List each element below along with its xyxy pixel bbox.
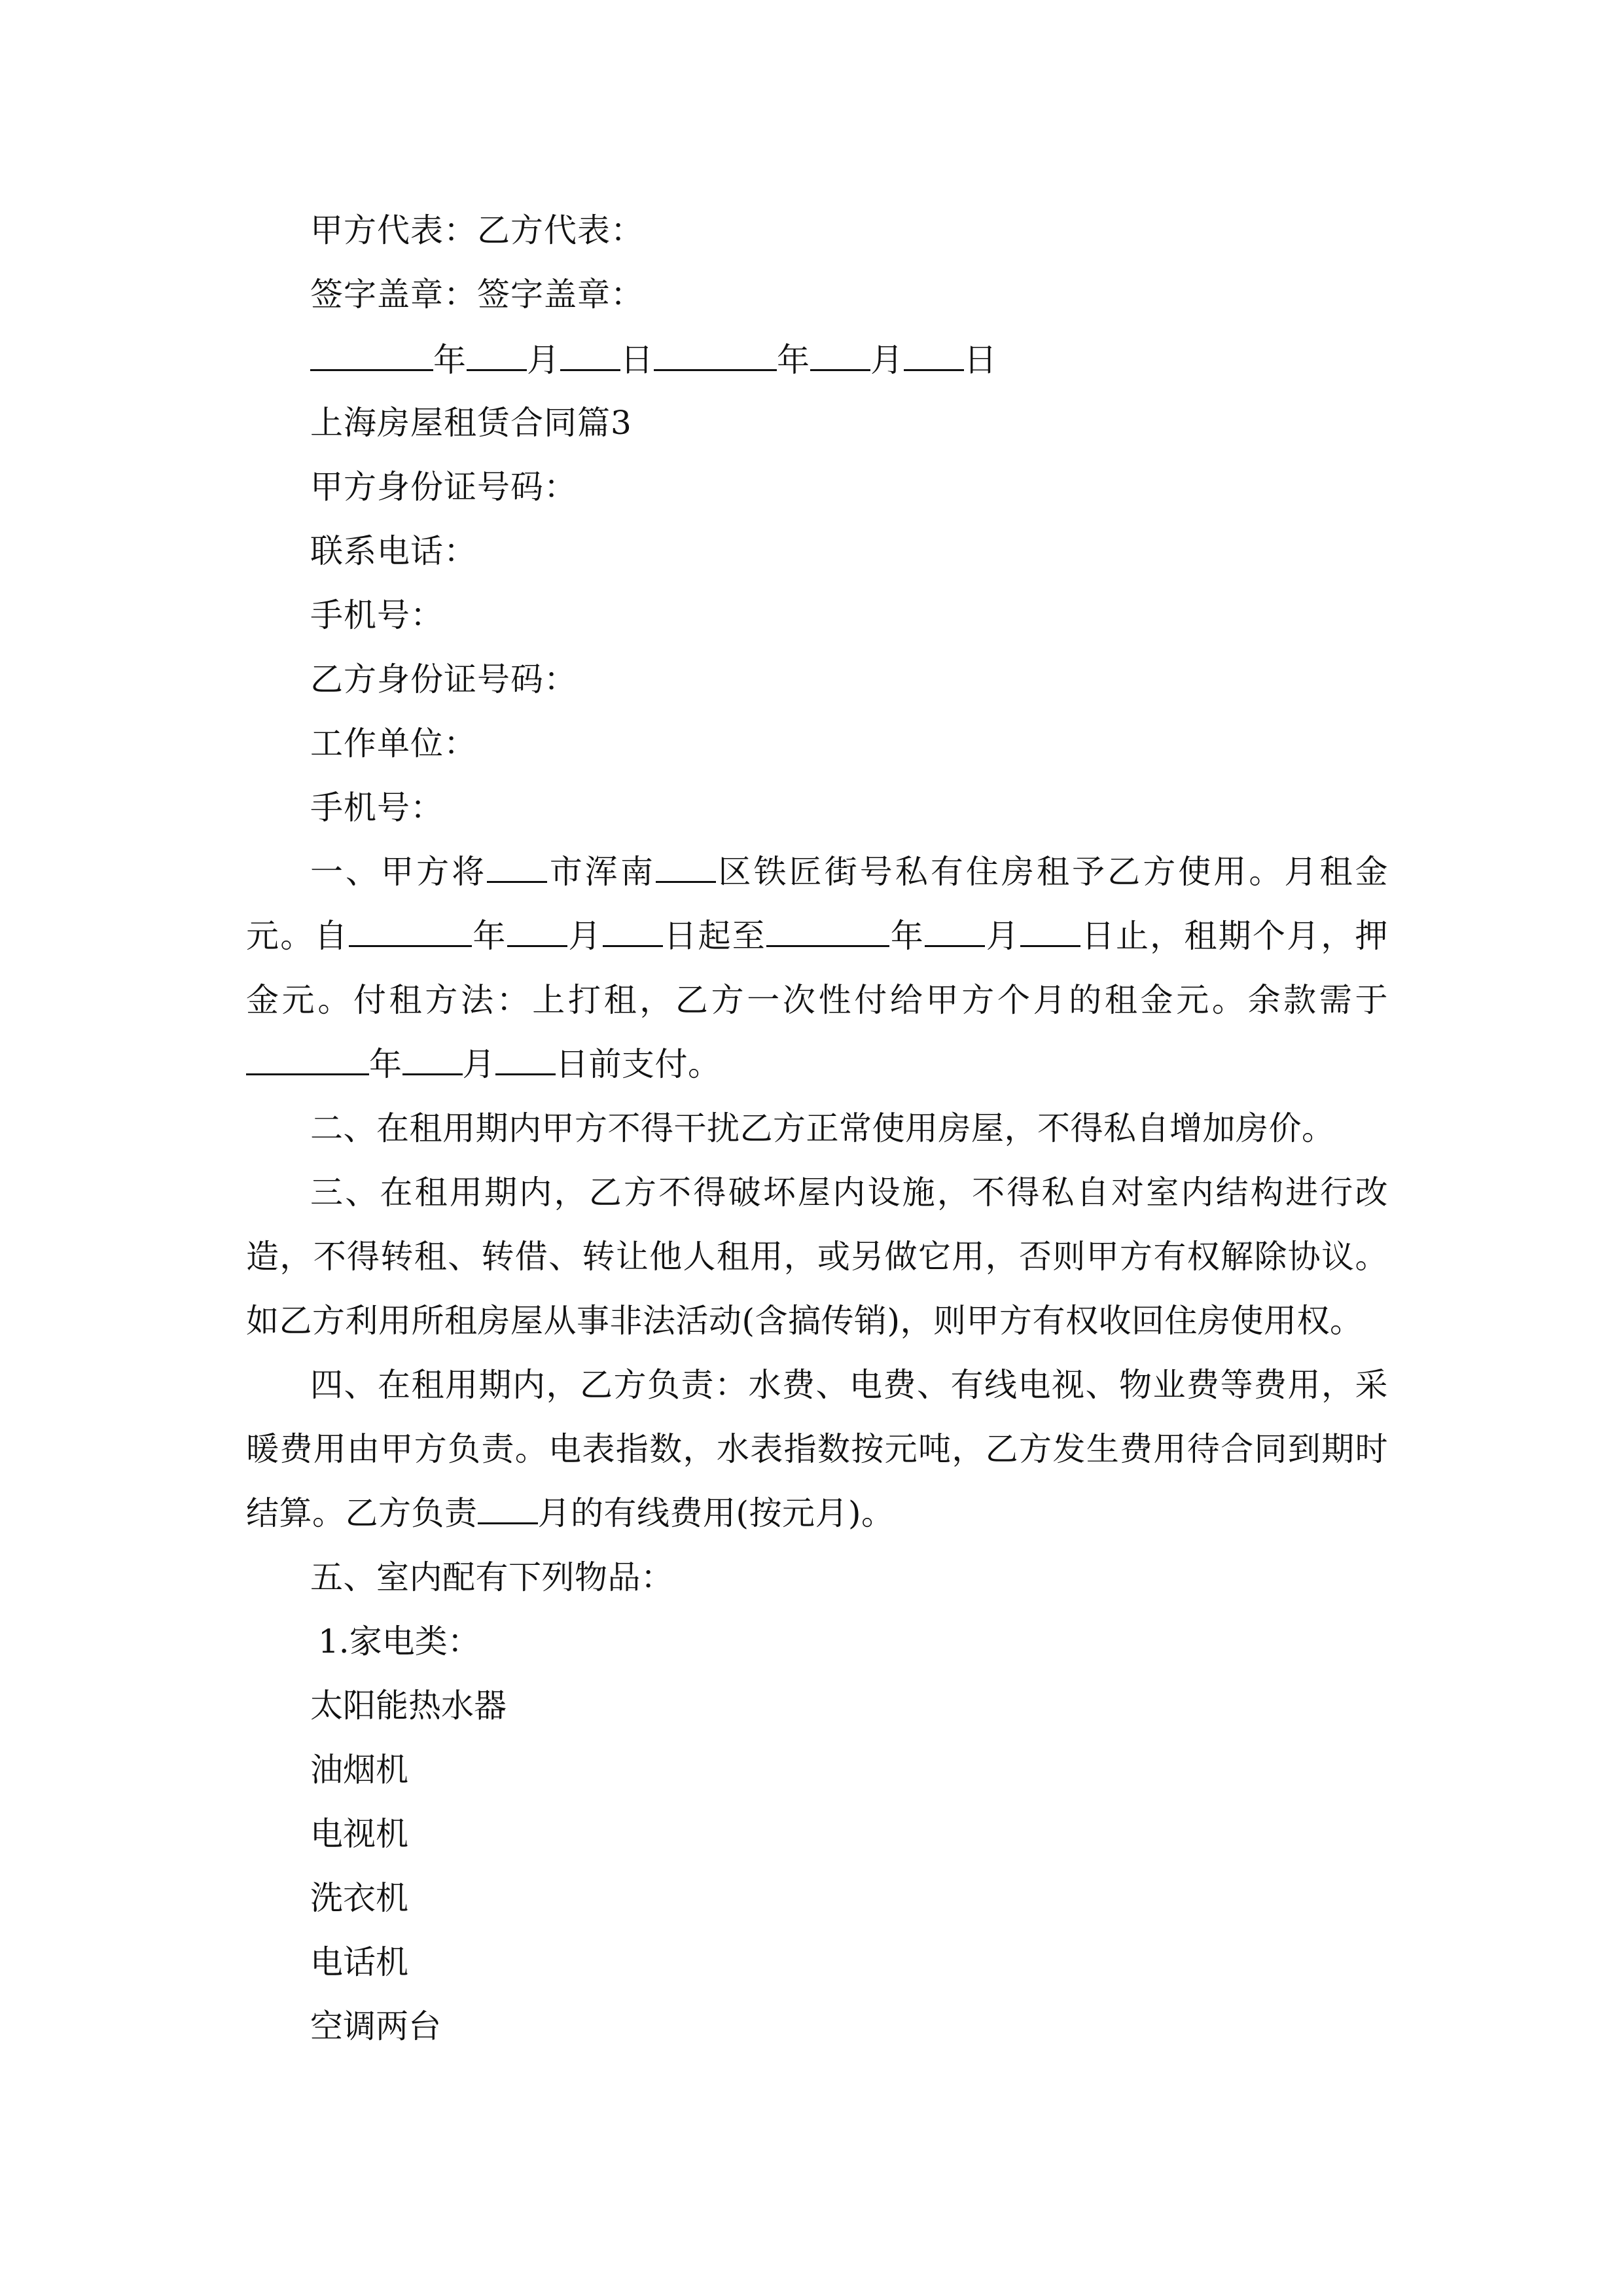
clause-4-text: 四、在租用期内，乙方负责：水费、电费、有线电视、物业费等费用，采暖费用由甲方负责。电表指数，水表指数按元吨，乙方发生费用待合同到期时结算。乙方负责 [246, 1366, 1388, 1532]
clause-1-text: 月 [462, 1045, 495, 1083]
party-b-mobile-label: 手机号： [310, 789, 444, 827]
clause-1-text: 一、甲方将 [310, 853, 488, 891]
year-label: 年 [433, 341, 467, 379]
blank [310, 339, 433, 371]
clause-1-text: 月 [985, 917, 1020, 955]
party-a-phone-label: 联系电话： [310, 532, 477, 570]
party-a-mobile-label: 手机号： [310, 596, 444, 634]
blank [487, 851, 547, 883]
day-label: 日 [620, 341, 654, 379]
blank [467, 339, 527, 371]
party-b-work-label: 工作单位： [310, 725, 477, 762]
month-label: 月 [527, 341, 560, 379]
list-item: 太阳能热水器 [310, 1687, 507, 1725]
blank [904, 339, 964, 371]
blank [349, 915, 472, 947]
list-item: 空调两台 [310, 2007, 441, 2045]
day-label: 日 [964, 341, 997, 379]
month-label: 月 [870, 341, 904, 379]
clause-1-text: 月 [567, 917, 603, 955]
blank [560, 339, 620, 371]
blank [654, 339, 777, 371]
blank [925, 915, 985, 947]
blank [478, 1492, 538, 1524]
blank [766, 915, 889, 947]
blank [603, 915, 663, 947]
clause-1-text: 年 [369, 1045, 402, 1083]
section-title: 上海房屋租赁合同篇3 [310, 404, 632, 442]
blank [402, 1043, 463, 1075]
clause-5: 五、室内配有下列物品： [310, 1558, 674, 1596]
clause-4 [246, 1353, 1388, 1545]
list-item: 油烟机 [310, 1751, 408, 1789]
clause-1-text: 市浑南 [547, 853, 656, 891]
party-b-id-label: 乙方身份证号码： [310, 660, 577, 698]
signature-date-line [310, 339, 997, 380]
blank [656, 851, 716, 883]
clause-1-text: 日止，租期个月，押金元。付租方法：上打租，乙方一次性付给甲方个月的租金元。余款需于 [246, 917, 1389, 1019]
clause-1-text: 日起至 [662, 917, 767, 955]
clause-1-text: 区铁匠街号私有住房租予乙方使用。月租金元。自 [246, 853, 1389, 955]
blank [495, 1043, 556, 1075]
seals-line: 签字盖章：签字盖章： [310, 276, 644, 314]
clause-2: 二、在租用期内甲方不得干扰乙方正常使用房屋，不得私自增加房价。 [310, 1109, 1335, 1147]
clause-1-text: 年 [471, 917, 507, 955]
blank [246, 1043, 369, 1075]
list-item: 电视机 [310, 1815, 408, 1853]
clause-1-text: 年 [889, 917, 925, 955]
appliance-category: 1.家电类： [318, 1623, 480, 1660]
blank [1020, 915, 1080, 947]
list-item: 电话机 [310, 1943, 408, 1981]
clause-4-text: 月的有线费用(按元月)。 [537, 1494, 895, 1532]
list-item: 洗衣机 [310, 1879, 408, 1917]
clause-3: 三、在租用期内，乙方不得破坏屋内设施，不得私自对室内结构进行改造，不得转租、转借、转让他人租用，或另做它用，否则甲方有权解除协议。如乙方利用所租房屋从事非法活动(含搞传销)，则甲方有权收回住房使用权。 [246, 1174, 1388, 1340]
party-a-id-label: 甲方身份证号码： [310, 468, 577, 506]
blank [507, 915, 567, 947]
clause-1-text: 日前支付。 [556, 1045, 721, 1083]
clause-1 [246, 840, 1388, 1096]
representatives-line: 甲方代表：乙方代表： [310, 211, 644, 249]
blank [810, 339, 870, 371]
year-label: 年 [777, 341, 810, 379]
